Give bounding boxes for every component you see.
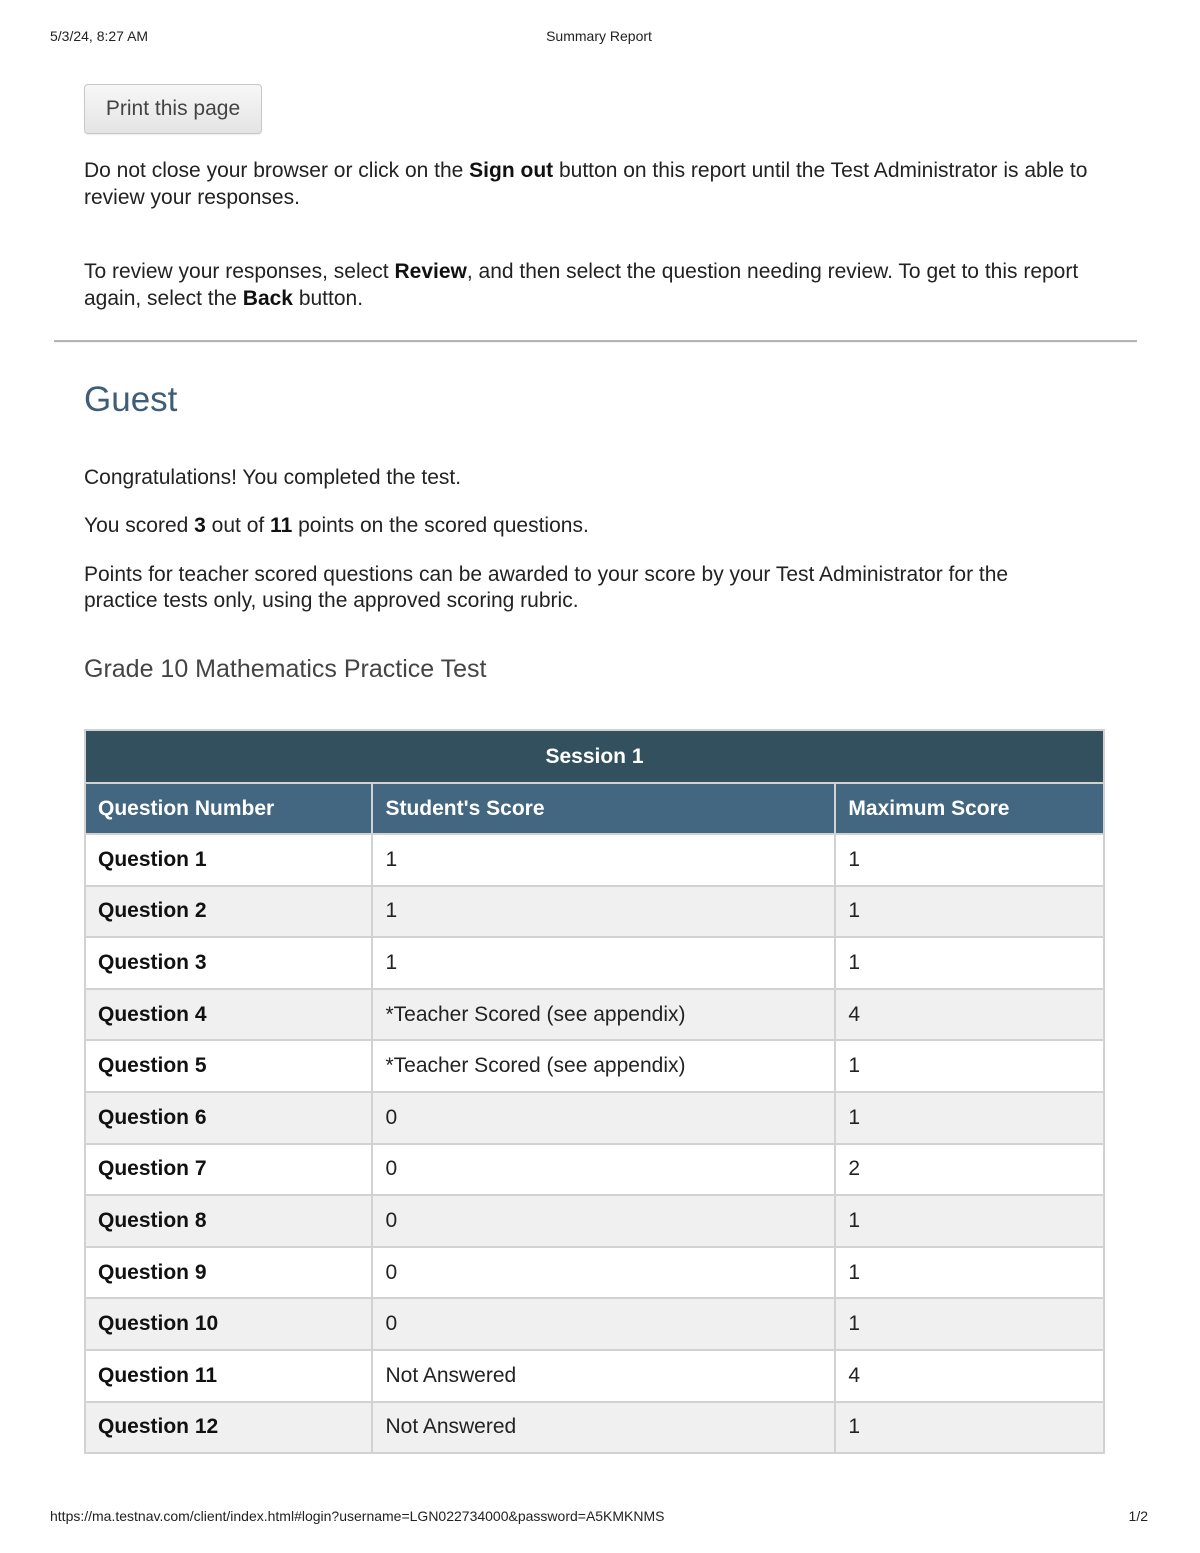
- question-number: Question 11: [85, 1350, 372, 1402]
- maximum-score: 1: [835, 1247, 1104, 1299]
- question-number: Question 7: [85, 1144, 372, 1196]
- question-number: Question 10: [85, 1298, 372, 1350]
- table-row: [85, 1298, 1104, 1350]
- table-row: [85, 834, 1104, 886]
- score-summary-text-1: You scored: [84, 514, 195, 537]
- student-score: *Teacher Scored (see appendix): [372, 1040, 835, 1092]
- maximum-score: 1: [835, 886, 1104, 938]
- teacher-scoring-note: Points for teacher scored questions can be awarded to your score by your Test Administrator for the practice tests only, using the approved scoring rubric.: [84, 563, 1009, 612]
- maximum-score: 1: [835, 834, 1104, 886]
- question-number: Question 3: [85, 937, 372, 989]
- student-score: 1: [372, 937, 835, 989]
- review-instructions-text-1: To review your responses, select: [84, 260, 395, 283]
- print-page-title: Summary Report: [546, 28, 652, 44]
- student-score: 0: [372, 1195, 835, 1247]
- maximum-score: 1: [835, 1092, 1104, 1144]
- score-summary-text-2: out of: [205, 514, 271, 537]
- maximum-score: 4: [835, 989, 1104, 1041]
- maximum-score: 1: [835, 1298, 1104, 1350]
- signout-warning-text-1: Do not close your browser or click on the: [84, 159, 470, 182]
- student-score: 0: [372, 1247, 835, 1299]
- student-score: 0: [372, 1092, 835, 1144]
- print-page-button[interactable]: Print this page: [84, 84, 262, 134]
- column-header-student-score: Student's Score: [372, 783, 835, 834]
- question-number: Question 5: [85, 1040, 372, 1092]
- print-datetime: 5/3/24, 8:27 AM: [50, 28, 149, 44]
- maximum-score: 4: [835, 1350, 1104, 1402]
- score-summary: [84, 513, 1084, 539]
- signout-keyword: Sign out: [469, 159, 554, 182]
- question-number: Question 9: [85, 1247, 372, 1299]
- signout-warning: [84, 157, 1114, 211]
- signout-warning-text-2: button on this report until the Test Administrator is able to review your responses.: [84, 159, 1088, 209]
- student-score: 0: [372, 1144, 835, 1196]
- student-name: Guest: [84, 380, 178, 419]
- maximum-score: 1: [835, 1195, 1104, 1247]
- student-score: Not Answered: [372, 1350, 835, 1402]
- maximum-score: 1: [835, 937, 1104, 989]
- score-table: [84, 729, 1105, 1454]
- table-row: [85, 1350, 1104, 1402]
- review-keyword: Review: [394, 260, 467, 283]
- question-number: Question 4: [85, 989, 372, 1041]
- question-number: Question 6: [85, 1092, 372, 1144]
- column-header-row: [85, 783, 1104, 834]
- maximum-score: 1: [835, 1402, 1104, 1454]
- section-divider: [54, 340, 1137, 342]
- session-header: Session 1: [85, 730, 1104, 783]
- table-row: [85, 1144, 1104, 1196]
- column-header-max-score: Maximum Score: [835, 783, 1104, 834]
- review-instructions-text-3: button.: [292, 287, 364, 310]
- back-keyword: Back: [242, 287, 293, 310]
- congrats-message: Congratulations! You completed the test.: [84, 466, 462, 489]
- student-score: 0: [372, 1298, 835, 1350]
- review-instructions: [84, 258, 1114, 312]
- question-number: Question 2: [85, 886, 372, 938]
- table-row: [85, 1247, 1104, 1299]
- question-number: Question 8: [85, 1195, 372, 1247]
- session-header-row: [85, 730, 1104, 783]
- page-number: 1/2: [1128, 1508, 1148, 1524]
- maximum-score: 1: [835, 1040, 1104, 1092]
- score-value: 3: [194, 514, 206, 537]
- table-row: [85, 989, 1104, 1041]
- column-header-question: Question Number: [85, 783, 372, 834]
- question-number: Question 12: [85, 1402, 372, 1454]
- student-score: 1: [372, 886, 835, 938]
- review-instructions-text-2: , and then select the question needing review. To get to this report again, select the: [84, 260, 1079, 310]
- question-number: Question 1: [85, 834, 372, 886]
- table-row: [85, 937, 1104, 989]
- score-max: 11: [270, 514, 293, 537]
- student-score: 1: [372, 834, 835, 886]
- table-row: [85, 1092, 1104, 1144]
- table-row: [85, 1040, 1104, 1092]
- table-row: [85, 886, 1104, 938]
- student-score: Not Answered: [372, 1402, 835, 1454]
- score-summary-text-3: points on the scored questions.: [292, 514, 589, 537]
- table-row: [85, 1402, 1104, 1454]
- print-footer: [50, 1508, 1148, 1528]
- table-row: [85, 1195, 1104, 1247]
- student-score: *Teacher Scored (see appendix): [372, 989, 835, 1041]
- page-url: https://ma.testnav.com/client/index.html#login?username=LGN022734000&password=A5KMKNMS: [50, 1508, 665, 1524]
- print-header: [50, 28, 1148, 48]
- test-title: Grade 10 Mathematics Practice Test: [84, 655, 487, 683]
- maximum-score: 2: [835, 1144, 1104, 1196]
